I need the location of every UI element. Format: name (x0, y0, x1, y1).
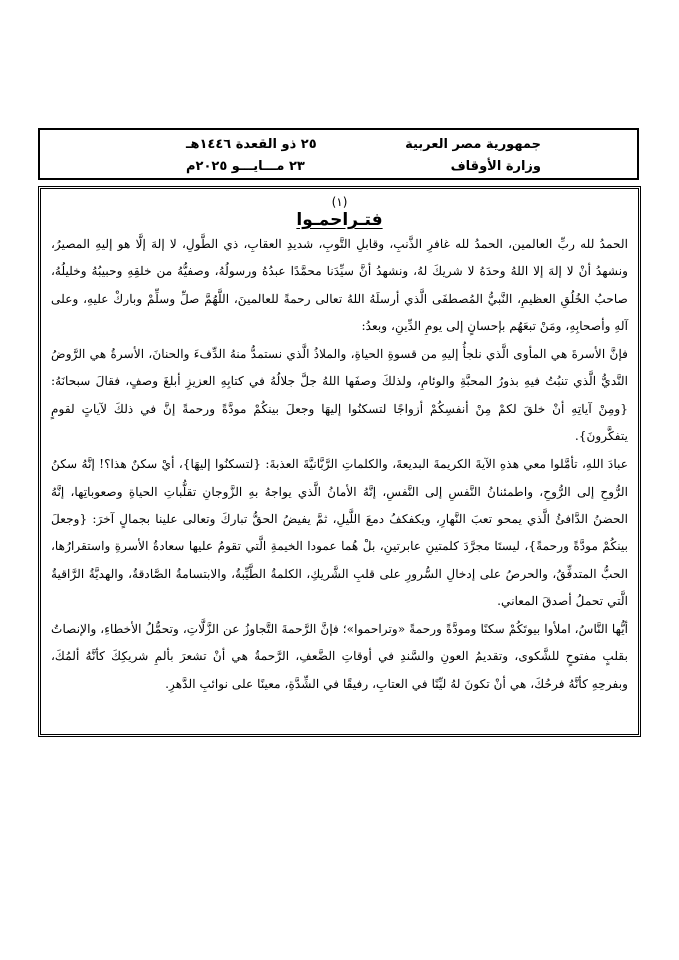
header-top-line (46, 132, 631, 156)
paragraph-opening: الحمدُ لله ربِّ العالمين، الحمدُ لله غافرِ الذَّنبِ، وقابلِ التَّوبِ، شديدِ العقابِ، ذي الطَّولِ، لا إلهَ إلَّا هو إليهِ المصيرُ، ونشهدُ أنْ لا إلهَ إلا اللهُ وحدَهُ لا شريكَ لهُ، ونشهدُ أنَّ سيِّدَنا محمَّدًا عبدُهُ ورسولُهُ، وصفيُّهُ من خلقِهِ وحبيبُهُ وخليلُهُ، صاحبُ الخُلُقِ العظيمِ، النَّبيُّ المُصطفَى الَّذي أرسلَهُ اللهُ تعالى رحمةً للعالمينَ، اللَّهُمَّ صلِّ وسلِّمْ وباركْ عليهِ، وعلى آلهِ وأصحابِهِ، ومَنْ تبعَهُم بإحسانٍ إلى يومِ الدِّينِ، وبعدُ: (51, 237, 628, 333)
sermon-title: فتـراحمـوا (296, 210, 383, 230)
hijri-date: ٢٥ ذو القعدة ١٤٤٦هـ (186, 136, 317, 152)
sermon-number: (١) (331, 195, 348, 209)
paragraph-mercy: أيُّها النَّاسُ، املأوا بيوتَكُمْ سكنًا ومودَّةً ورحمةً «وتراحموا»؛ فإنَّ الرَّحمةَ التَّجاوزُ عن الزَّلَّاتِ، وتحمُّلُ الأخطاءِ، والإنصاتُ بقلبٍ مفتوحٍ للشَّكوى، وتقديمُ العونِ والسَّندِ في أوقاتِ الضَّعفِ، الرَّحمةُ هي أنْ تشعرَ بألمِ شريكِكَ كأنَّهُ ألمُكَ، وبفرحِهِ كأنَّهُ فرحُكَ، هي أنْ تكونَ لهُ ليِّنًا في العتابِ، رفيقًا في الشِّدَّةِ، معينًا على نوائبِ الدَّهرِ. (51, 622, 628, 691)
country-name: جمهورية مصر العربية (405, 136, 541, 152)
gregorian-date: ٢٣ مـــايـــو ٢٠٢٥م (186, 158, 305, 174)
paragraph-family: فإنَّ الأسرةَ هي المأوى الَّذي نلجأُ إليهِ من قسوةِ الحياةِ، والملاذُ الَّذي نستمدُّ منهُ الدِّفءَ والحنانَ، الأسرةُ هي الرَّوضُ النَّديُّ الَّذي تنبُتُ فيهِ بذورُ المحبَّةِ والوئامِ، ولذلكَ وصفَها اللهُ جلَّ جلالُهُ في كتابِهِ العزيزِ أبلغَ وصفٍ، فقالَ سبحانَهُ: {ومِنْ آياتِهِ أنْ خلقَ لكمْ مِنْ أنفسِكُمْ أزواجًا لتسكنُوا إليهَا وجعلَ بينكُمْ مودَّةً ورحمةً إنَّ في ذلكَ لآياتٍ لقومٍ يتفكَّرونَ}. (51, 347, 628, 444)
paragraph-verse-reflection: عبادَ اللهِ، تأمَّلوا معي هذهِ الآيةَ الكريمةَ البديعةَ، والكلماتِ الرَّبَّانيَّةَ العذبةَ: {لتسكنُوا إليهَا}، أيْ سكنٌ هذا؟! إنَّهُ سكنُ الرُّوحِ إلى الرُّوحِ، واطمئنانُ النَّفسِ إلى النَّفسِ، إنَّهُ الأمانُ الَّذي يواجهُ بهِ الزَّوجانِ تقلُّباتِ الحياةِ وصعوباتِها، إنَّهُ الحضنُ الدَّافئُ الَّذي يمحو تعبَ النَّهارِ، ويكفكفُ دمعَ اللَّيلِ، ثمَّ يفيضُ الحقُّ تباركَ وتعالى علينا بجمالٍ آخرَ: {وجعلَ بينكُمْ مودَّةً ورحمةً}، ليستَا مجرَّدَ كلمتينِ عابرتينِ، بلْ هُما عمودا الخيمةِ الَّتي تقومُ عليها سعادةُ الأسرةِ واستقرارُها، الحبُّ المتدفِّقُ، والحرصُ على إدخالِ السُّرورِ على قلبِ الشَّريكِ، الكلمةُ الطَّيِّبةُ، والابتسامةُ الصَّادقةُ، والهديَّةُ الرَّاقيةُ الَّتي تحملُ أصدقَ المعاني. (51, 457, 628, 608)
header-box (38, 128, 639, 180)
header-bottom-line (46, 154, 631, 178)
ministry-name: وزارة الأوقاف (450, 158, 541, 174)
sermon-box (38, 186, 641, 737)
